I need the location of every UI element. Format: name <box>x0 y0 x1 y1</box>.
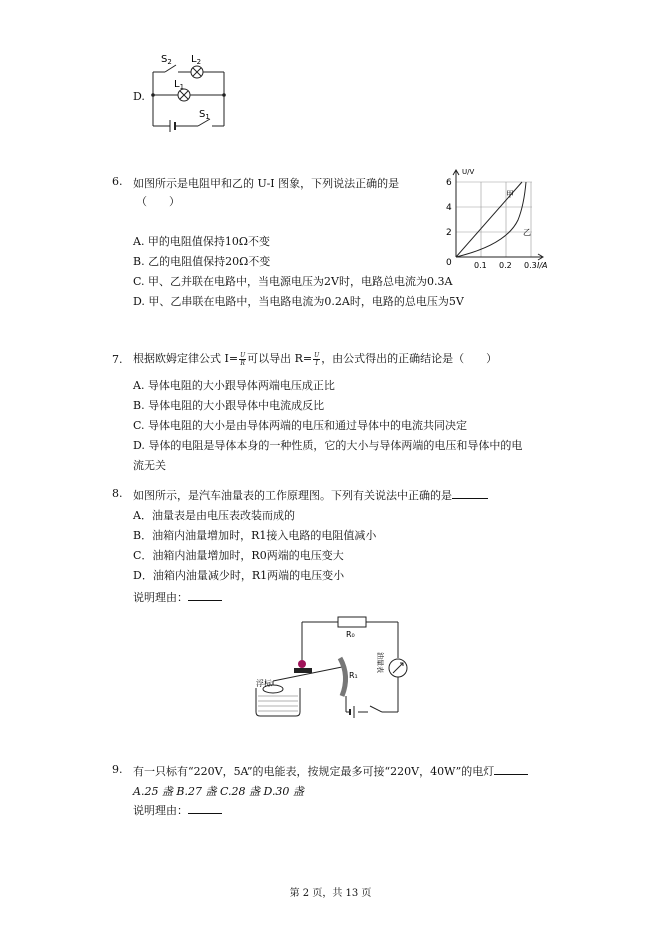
q6-option-a: A. 甲的电阻值保持10Ω不变 <box>133 235 271 248</box>
q7-stem-part-b: 可以导出 R= <box>247 352 313 365</box>
q7-fraction-u-over-r <box>239 352 246 367</box>
q7-option-d-cont: 流无关 <box>133 459 166 472</box>
q9-reason-line <box>133 802 222 818</box>
q6-y-tick-6: 6 <box>446 178 452 188</box>
q6-x-axis-label: I/A <box>537 261 548 270</box>
q8-stem-line <box>133 487 488 503</box>
q6-x-tick-02: 0.2 <box>499 261 512 270</box>
q8-fuel-gauge-diagram <box>250 612 410 724</box>
q7-stem-part-c: ，由公式得出的正确结论是（ ） <box>321 352 498 365</box>
q5-s1-label: $S_1$ <box>199 109 210 121</box>
q8-number: 8. <box>112 487 123 500</box>
q6-y-tick-2: 2 <box>446 228 452 238</box>
q9-number: 9. <box>112 763 123 776</box>
q5-l1-label: $L_1$ <box>174 79 185 91</box>
q7-option-a: A. 导体电阻的大小跟导体两端电压成正比 <box>133 379 335 392</box>
q6-option-b: B. 乙的电阻值保持20Ω不变 <box>133 255 271 268</box>
q8-r1-label: R₁ <box>349 671 358 680</box>
page-footer: 第 2 页，共 13 页 <box>289 888 372 899</box>
q6-y-axis-label: U/V <box>462 168 475 176</box>
q8-reason-blank[interactable] <box>188 590 222 601</box>
q7-option-b: B. 导体电阻的大小跟导体中电流成反比 <box>133 399 325 412</box>
q6-option-d: D. 甲、乙串联在电路中，当电路电流为0.2A时，电路的总电压为5V <box>133 295 464 308</box>
q8-option-b: B．油箱内油量增加时，R1接入电路的电阻值减小 <box>133 529 377 542</box>
q8-reason-label: 说明理由： <box>133 591 188 604</box>
q6-y-tick-4: 4 <box>446 203 452 213</box>
q7-frac2-numerator: U <box>314 351 320 359</box>
q7-frac1-denominator: R <box>240 359 245 367</box>
q6-series-yi-label: 乙 <box>523 228 531 237</box>
q6-ui-graph <box>440 165 560 270</box>
q9-reason-label: 说明理由： <box>133 804 188 817</box>
q9-answer-blank[interactable] <box>494 764 528 775</box>
q6-x-tick-01: 0.1 <box>474 261 487 270</box>
q6-x-tick-03: 0.3 <box>524 261 537 270</box>
q8-meter-label: 油量表 <box>376 652 384 673</box>
q9-reason-blank[interactable] <box>188 803 222 814</box>
q6-stem: 如图所示是电阻甲和乙的 U-I 图象，下列说法正确的是 <box>133 177 400 190</box>
q7-option-d: D. 导体的电阻是导体本身的一种性质，它的大小与导体两端的电压和导体中的电 <box>133 439 523 452</box>
q7-frac2-denominator: I <box>315 359 318 367</box>
q7-stem-part-a: 根据欧姆定律公式 I= <box>133 352 239 365</box>
q8-r0-label: R₀ <box>346 630 355 639</box>
q6-paren: （ ） <box>136 195 180 208</box>
q8-stem: 如图所示，是汽车油量表的工作原理图。下列有关说法中正确的是 <box>133 489 452 502</box>
q5-option-d-label: D. <box>133 90 145 103</box>
q7-frac1-numerator: U <box>240 351 246 359</box>
q9-choices: A.25 盏 B.27 盏 C.28 盏 D.30 盏 <box>133 785 304 798</box>
q8-option-a: A．油量表是由电压表改装而成的 <box>133 509 295 522</box>
q7-number: 7. <box>112 353 123 366</box>
q9-stem-line <box>133 763 528 779</box>
q5-l2-label: $L_2$ <box>191 54 202 66</box>
q5-s2-label: $S_2$ <box>161 54 172 66</box>
q7-option-c: C. 导体电阻的大小是由导体两端的电压和通过导体中的电流共同决定 <box>133 419 468 432</box>
q7-fraction-u-over-i <box>313 352 320 367</box>
q8-reason-line <box>133 589 222 605</box>
q7-stem <box>133 350 497 367</box>
q9-stem: 有一只标有“220V，5A”的电能表，按规定最多可接“220V，40W”的电灯 <box>133 765 495 778</box>
q6-option-c: C. 甲、乙并联在电路中，当电源电压为2V时，电路总电流为0.3A <box>133 275 453 288</box>
q8-option-c: C．油箱内油量增加时，R0两端的电压变大 <box>133 549 344 562</box>
q6-series-jia-label: 甲 <box>506 190 514 199</box>
q8-option-d: D．油箱内油量减少时，R1两端的电压变小 <box>133 569 345 582</box>
q6-origin-label: 0 <box>446 258 452 268</box>
q8-float-label: 浮标 <box>256 679 272 688</box>
q6-number: 6. <box>112 175 123 188</box>
q8-answer-blank[interactable] <box>452 488 488 499</box>
q5-circuit-diagram <box>148 50 233 135</box>
